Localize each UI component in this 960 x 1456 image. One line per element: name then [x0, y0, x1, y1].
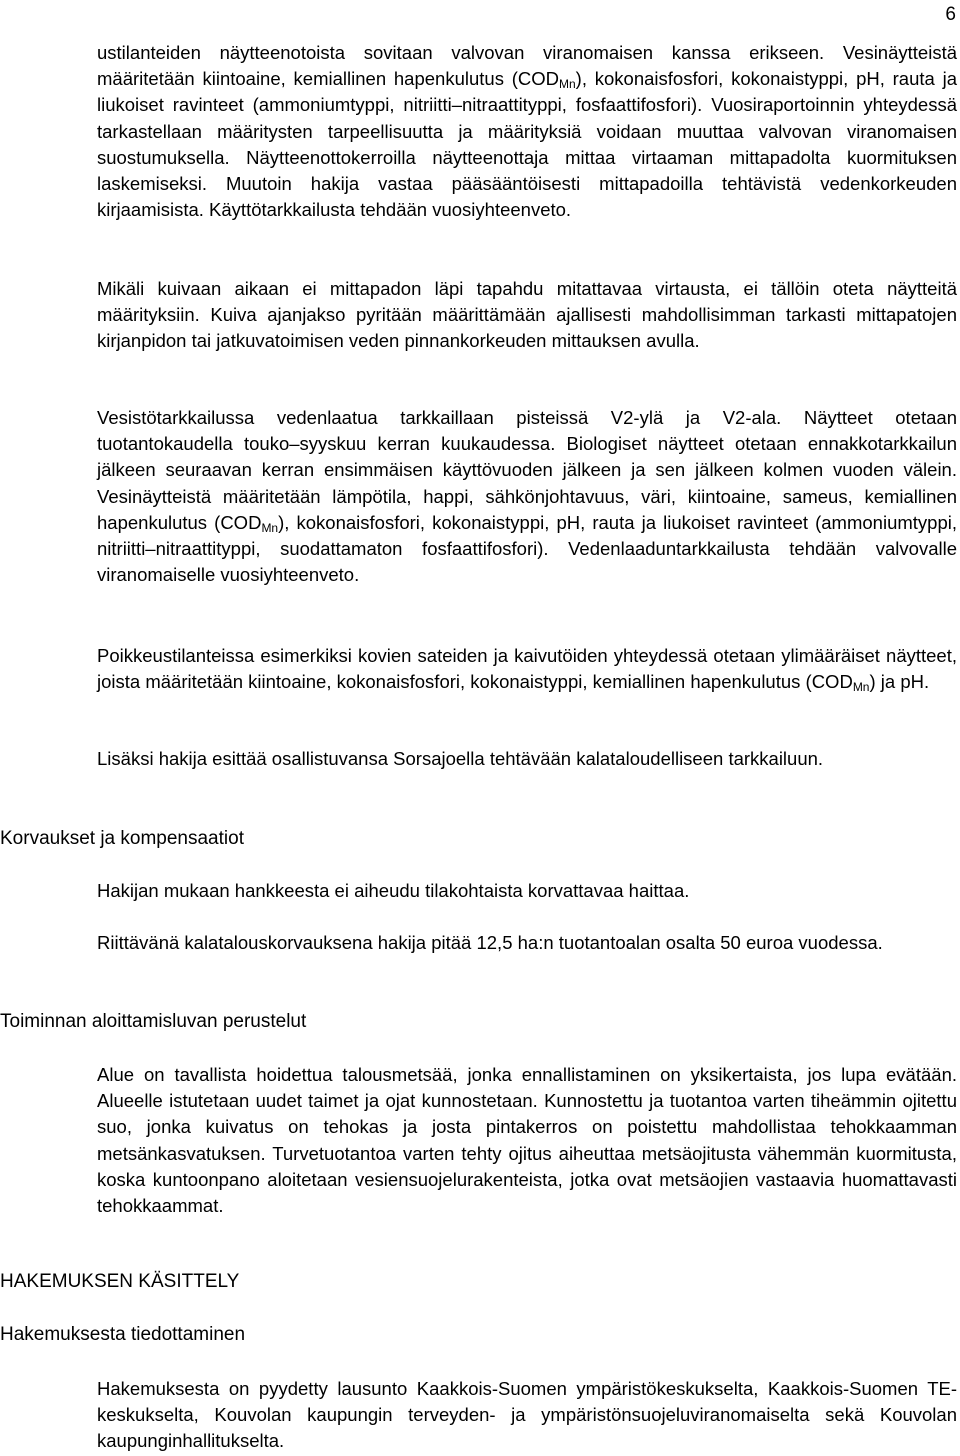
- paragraph-exceptional-situations: [97, 643, 957, 695]
- paragraph-text: ) ja pH.: [869, 671, 930, 693]
- page-number: 6: [945, 4, 956, 25]
- subscript-mn: Mn: [852, 680, 870, 695]
- paragraph-text: ), kokonaisfosfori, kokonaistyppi, pH, rauta ja liukoiset ravinteet (ammoniumtyppi, nitriitti–nitraattityppi, suodattamaton fosfaattifosfori). Vedenlaaduntarkkailusta tehdään valvovalle viranomaiselle vuosiyhteenveto.: [97, 511, 957, 586]
- paragraph-statements: Hakemuksesta on pyydetty lausunto Kaakkois-Suomen ympäristökeskukselta, Kaakkois-Suomen TE-keskukselta, Kouvolan kaupungin terveyden- ja ympäristönsuojeluviranomaiselta sekä Kouvolan kaupunginhallitukselta.: [97, 1378, 957, 1452]
- paragraph-fishery-monitoring: Lisäksi hakija esittää osallistuvansa Sorsajoella tehtävään kalataloudelliseen tarkkailuun.: [97, 748, 824, 769]
- paragraph-text: ), kokonaisfosfori, kokonaistyppi, pH, rauta ja liukoiset ravinteet (ammoniumtyppi, nitriitti–nitraattityppi, fosfaattifosfori). Vuosiraportoinnin yhteydessä tarkastellaan määritysten tarpeellisuutta ja määrityksiä voidaan muuttaa valvovan viranomaisen suostumuksella. Näytteenottokerroilla näytteenottaja mittaa virtaaman mittapadolta kuormituksen laskemiseksi. Muutoin hakija vastaa pääsääntöisesti mittapadoilla tehtävistä vedenkorkeuden kirjaamisista. Käyttötarkkailusta tehdään vuosiyhteenveto.: [97, 68, 957, 221]
- heading-hakemuksen-kasittely: HAKEMUKSEN KÄSITTELY: [0, 1271, 240, 1292]
- paragraph-no-damage: Hakijan mukaan hankkeesta ei aiheudu tilakohtaista korvattavaa haittaa.: [97, 880, 690, 901]
- paragraph-water-monitoring: [97, 405, 957, 588]
- paragraph-dry-period: Mikäli kuivaan aikaan ei mittapadon läpi tapahdu mitattavaa virtausta, ei tällöin oteta näytteitä määrityksiin. Kuiva ajanjakso pyritään määrittämään ajallisesti mahdollisimman tarkasti mittapatojen kirjanpidon tai jatkuvatoimisen veden pinnankorkeuden mittauksen avulla.: [97, 278, 957, 352]
- heading-korvaukset: Korvaukset ja kompensaatiot: [0, 828, 244, 849]
- paragraph-compensation: Riittävänä kalatalouskorvauksena hakija pitää 12,5 ha:n tuotantoalan osalta 50 euroa vuodessa.: [97, 932, 883, 953]
- paragraph-text: Vesistötarkkailussa vedenlaatua tarkkaillaan pisteissä V2-ylä ja V2-ala. Näytteet otetaan tuotantokaudella touko–syyskuu kerran kuukaudessa. Biologiset näytteet otetaan ennakkotarkkailun jälkeen seuraavan kerran ensimmäisen käyttövuoden jälkeen ja sen jälkeen kolmen vuoden välein. Vesinäytteistä määritetään lämpötila, happi, sähkönjohtavuus, väri, kiintoaine, sameus, kemiallinen hapenkulutus (COD: [97, 407, 957, 533]
- heading-toiminnan-aloittamisluvan-perustelut: Toiminnan aloittamisluvan perustelut: [0, 1011, 307, 1032]
- heading-hakemuksesta-tiedottaminen: Hakemuksesta tiedottaminen: [0, 1324, 246, 1345]
- paragraph-text: Poikkeustilanteissa esimerkiksi kovien sateiden ja kaivutöiden yhteydessä otetaan ylimääräiset näytteet, joista määritetään kiintoaine, kokonaisfosfori, kokonaistyppi, kemiallinen hapenkulutus (COD: [97, 645, 957, 693]
- paragraph-sampling-details: [97, 40, 957, 223]
- paragraph-start-permit-reasons: Alue on tavallista hoidettua talousmetsää, jonka ennallistaminen on yksikertaista, jos lupa evätään. Alueelle istutetaan uudet taimet ja ojat kunnostetaan. Kunnostettu ja tuotantoa varten tiheämmin ojitettu suo, jonka kuivatus on tehokas ja josta pintakerros on poistettu mahdollistaa tehokkaamman metsänkasvatuksen. Turvetuotantoa varten tehty ojitus aiheuttaa metsäojitusta vähemmän kuormitusta, koska kuntoonpano aloitetaan vesiensuojelurakenteista, jotka ovat metsäojien vastaavia huomattavasti tehokkaammat.: [97, 1064, 957, 1217]
- subscript-mn: Mn: [559, 77, 576, 92]
- subscript-mn: Mn: [261, 520, 279, 535]
- paragraph-text: ustilanteiden näytteenotoista sovitaan valvovan viranomaisen kanssa erikseen. Vesinäytteistä määritetään kiintoaine, kemiallinen hapenkulutus (COD: [97, 42, 957, 90]
